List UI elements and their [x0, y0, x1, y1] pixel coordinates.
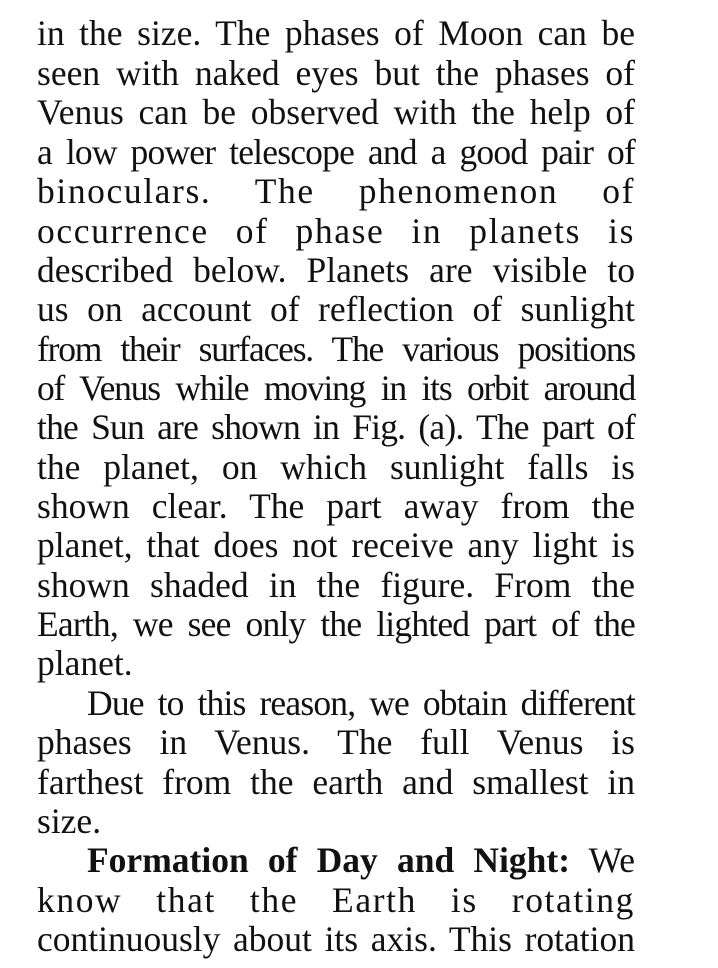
text-line: Earth, we see only the lighted part of the — [37, 604, 635, 644]
paragraph-first-line: Due to this reason, we obtain different — [87, 683, 635, 723]
text-line: the planet, on which sunlight falls is — [37, 447, 635, 487]
text-line: planet, that does not receive any light is — [37, 525, 635, 565]
text-line: occurrence of phase in planets is — [37, 211, 635, 251]
text-line: of Venus while moving in its orbit around — [37, 368, 635, 408]
text-line: in the size. The phases of Moon can be — [37, 13, 635, 53]
text-line: described below. Planets are visible to — [37, 250, 635, 290]
text-line: know that the Earth is rotating — [37, 880, 635, 920]
section-first-line — [87, 840, 635, 880]
text-line: us on account of reflection of sunlight — [37, 289, 635, 329]
text-line: a low power telescope and a good pair of — [37, 132, 635, 172]
text-line: size. — [37, 801, 102, 841]
text-line: planet. — [37, 643, 133, 683]
text-line: seen with naked eyes but the phases of — [37, 53, 635, 93]
text-line: from their surfaces. The various positions — [37, 329, 635, 369]
section-first-line-tail: We — [570, 840, 635, 880]
text-line: shown clear. The part away from the — [37, 486, 635, 526]
section-heading: Formation of Day and Night: — [87, 840, 571, 880]
text-line: shown shaded in the figure. From the — [37, 565, 635, 605]
text-line: farthest from the earth and smallest in — [37, 762, 635, 802]
text-line: the Sun are shown in Fig. (a). The part of — [37, 407, 635, 447]
text-line: Venus can be observed with the help of — [37, 92, 635, 132]
text-line: phases in Venus. The full Venus is — [37, 722, 635, 762]
text-line: continuously about its axis. This rotation — [37, 919, 635, 959]
text-line: binoculars. The phenomenon of — [37, 171, 635, 211]
